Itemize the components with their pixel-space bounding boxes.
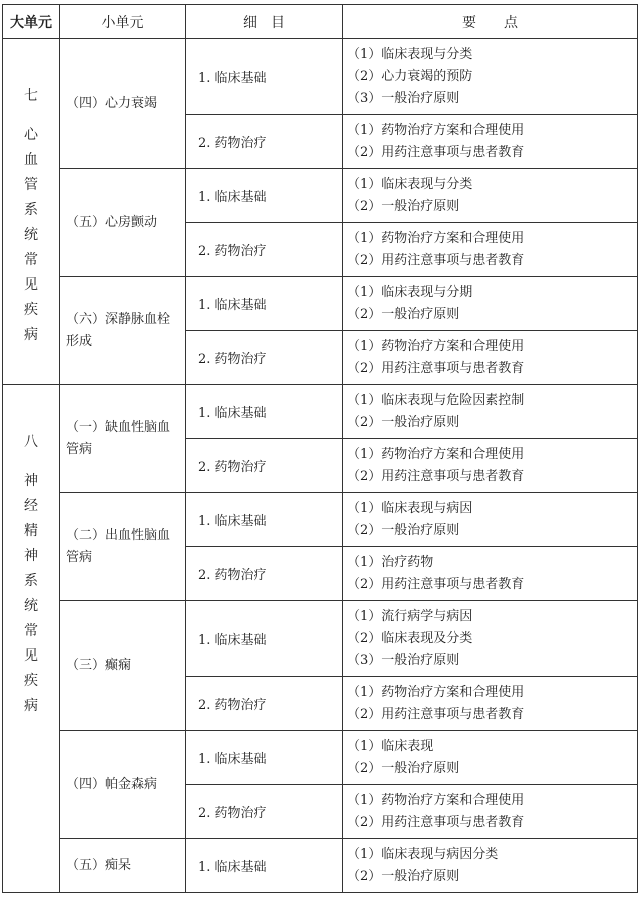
key-points-cell — [343, 223, 638, 277]
minor-unit-cell: （五）痴呆 — [60, 839, 186, 893]
key-points-cell — [343, 731, 638, 785]
table-row — [3, 493, 638, 547]
table-row — [3, 731, 638, 785]
header-key-points: 要 点 — [343, 5, 638, 39]
detail-cell: 2. 药物治疗 — [186, 439, 343, 493]
key-point-item: （2）一般治疗原则 — [347, 522, 460, 538]
key-point-item: （2）一般治疗原则 — [347, 760, 460, 776]
header-minor-unit: 小单元 — [60, 5, 186, 39]
detail-cell: 1. 临床基础 — [186, 731, 343, 785]
syllabus-table — [2, 4, 638, 893]
minor-unit-cell: （三）癫痫 — [60, 601, 186, 731]
key-point-item: （1）临床表现与分期 — [347, 284, 473, 300]
major-unit-number: 八 — [24, 434, 38, 450]
key-point-item: （3）一般治疗原则 — [347, 652, 460, 668]
key-points-cell — [343, 785, 638, 839]
table-row — [3, 277, 638, 331]
key-point-item: （2）一般治疗原则 — [347, 198, 460, 214]
table-row — [3, 601, 638, 677]
key-point-item: （2）一般治疗原则 — [347, 868, 460, 884]
key-points-cell — [343, 493, 638, 547]
key-point-item: （1）药物治疗方案和合理使用 — [347, 338, 525, 354]
key-point-item: （2）用药注意事项与患者教育 — [347, 252, 525, 268]
key-point-item: （2）用药注意事项与患者教育 — [347, 144, 525, 160]
detail-cell: 1. 临床基础 — [186, 493, 343, 547]
key-points-cell — [343, 385, 638, 439]
key-points-cell — [343, 331, 638, 385]
key-points-cell — [343, 601, 638, 677]
key-point-item: （1）临床表现与分类 — [347, 176, 473, 192]
detail-cell: 1. 临床基础 — [186, 169, 343, 223]
detail-cell: 2. 药物治疗 — [186, 547, 343, 601]
key-point-item: （1）临床表现与病因 — [347, 500, 473, 516]
detail-cell: 1. 临床基础 — [186, 277, 343, 331]
key-point-item: （2）临床表现及分类 — [347, 630, 473, 646]
key-point-item: （2）用药注意事项与患者教育 — [347, 576, 525, 592]
minor-unit-cell: （四）心力衰竭 — [60, 39, 186, 169]
detail-cell: 1. 临床基础 — [186, 385, 343, 439]
key-point-item: （2）一般治疗原则 — [347, 414, 460, 430]
key-point-item: （1）临床表现与危险因素控制 — [347, 392, 525, 408]
key-point-item: （1）流行病学与病因 — [347, 608, 473, 624]
minor-unit-cell: （六）深静脉血栓形成 — [60, 277, 186, 385]
key-point-item: （2）用药注意事项与患者教育 — [347, 814, 525, 830]
key-points-cell — [343, 677, 638, 731]
key-points-cell — [343, 277, 638, 331]
major-unit-cell — [3, 39, 60, 385]
key-point-item: （2）用药注意事项与患者教育 — [347, 360, 525, 376]
detail-cell: 2. 药物治疗 — [186, 331, 343, 385]
table-row — [3, 839, 638, 893]
major-unit-title: 神经精神系统常见疾病 — [24, 473, 38, 714]
key-points-cell — [343, 839, 638, 893]
key-point-item: （1）药物治疗方案和合理使用 — [347, 122, 525, 138]
key-point-item: （1）药物治疗方案和合理使用 — [347, 684, 525, 700]
minor-unit-cell: （五）心房颤动 — [60, 169, 186, 277]
key-point-item: （2）一般治疗原则 — [347, 306, 460, 322]
minor-unit-cell: （四）帕金森病 — [60, 731, 186, 839]
key-points-cell — [343, 39, 638, 115]
key-points-cell — [343, 169, 638, 223]
minor-unit-cell: （一）缺血性脑血管病 — [60, 385, 186, 493]
key-point-item: （1）临床表现与分类 — [347, 46, 473, 62]
key-point-item: （1）药物治疗方案和合理使用 — [347, 230, 525, 246]
table-row — [3, 39, 638, 115]
key-points-cell — [343, 115, 638, 169]
key-point-item: （1）临床表现与病因分类 — [347, 846, 499, 862]
header-row — [3, 5, 638, 39]
key-points-cell — [343, 547, 638, 601]
detail-cell: 1. 临床基础 — [186, 839, 343, 893]
key-point-item: （3）一般治疗原则 — [347, 90, 460, 106]
key-point-item: （1）临床表现 — [347, 738, 434, 754]
detail-cell: 1. 临床基础 — [186, 39, 343, 115]
key-point-item: （2）心力衰竭的预防 — [347, 68, 473, 84]
major-unit-cell — [3, 385, 60, 893]
table-row — [3, 385, 638, 439]
header-detail: 细 目 — [186, 5, 343, 39]
detail-cell: 2. 药物治疗 — [186, 223, 343, 277]
major-unit-number: 七 — [24, 88, 38, 104]
key-point-item: （2）用药注意事项与患者教育 — [347, 706, 525, 722]
detail-cell: 1. 临床基础 — [186, 601, 343, 677]
detail-cell: 2. 药物治疗 — [186, 115, 343, 169]
key-point-item: （1）药物治疗方案和合理使用 — [347, 792, 525, 808]
detail-cell: 2. 药物治疗 — [186, 785, 343, 839]
detail-cell: 2. 药物治疗 — [186, 677, 343, 731]
key-point-item: （1）治疗药物 — [347, 554, 434, 570]
key-point-item: （1）药物治疗方案和合理使用 — [347, 446, 525, 462]
header-major-unit: 大单元 — [3, 5, 60, 39]
minor-unit-cell: （二）出血性脑血管病 — [60, 493, 186, 601]
table-row — [3, 169, 638, 223]
key-point-item: （2）用药注意事项与患者教育 — [347, 468, 525, 484]
major-unit-title: 心血管系统常见疾病 — [24, 127, 38, 343]
key-points-cell — [343, 439, 638, 493]
